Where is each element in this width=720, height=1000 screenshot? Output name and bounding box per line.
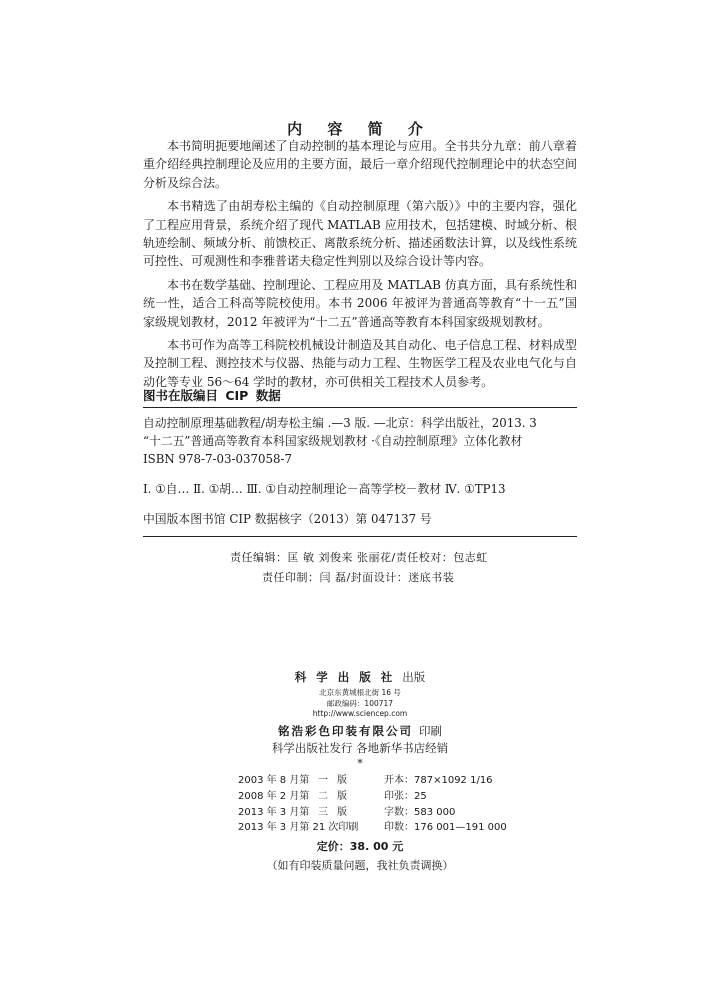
summary-body <box>143 137 577 396</box>
publisher-name-line <box>0 669 720 685</box>
staff-production: 责任印制：闫 磊/封面设计：迷底书装 <box>262 571 455 584</box>
edition-date: 2003 年 8 月第 <box>238 775 310 786</box>
summary-title: 内 容 简 介 <box>287 120 433 138</box>
summary-paragraph: 本书在数学基础、控制理论、工程应用及 MATLAB 仿真方面，具有系统性和统一性，适合工科高等院校使用。本书 2006 年被评为普通高等教育“十一五”国家级规划教材，2012 年被评为“十二五”普通高等教育本科国家级规划教材。 <box>143 277 577 329</box>
distribution-line: 科学出版社发行 各地新华书店经销 <box>271 741 449 755</box>
cip-bottom-rule <box>143 536 577 537</box>
edition-spec: 开本：787×1092 1/16 <box>384 775 493 786</box>
edition-spec: 字数：583 000 <box>384 806 456 818</box>
summary-paragraph: 本书可作为高等工科院校机械设计制造及其自动化、电子信息工程、材料成型及控制工程、测控技术与仪器、热能与动力工程、生物医学工程及农业电气化与自动化等专业 56～64 学时的教材，亦可供相关工程技术人员参考。 <box>143 338 577 389</box>
summary-paragraph: 本书精选了由胡寿松主编的《自动控制原理（第六版）》中的主要内容，强化了工程应用背景，系统介绍了现代 MATLAB 应用技术，包括建模、时域分析、根轨迹绘制、频域分析、前馈校正、离散系统分析、描述函数法计算，以及线性系统可控性、可观测性和李雅普诺夫稳定性判别以及综合设计等内容。 <box>143 199 577 269</box>
publisher-postcode: 邮政编码：100717 <box>326 699 394 708</box>
publisher-name: 科 学 出 版 社 <box>294 670 396 684</box>
cip-line-title: 自动控制原理基础教程/胡寿松主编 .—3 版. —北京：科学出版社，2013. 3 <box>143 416 537 430</box>
summary-paragraph: 本书简明扼要地阐述了自动控制的基本理论与应用。全书共分九章：前八章着重介绍经典控制理论及应用的主要方面，最后一章介绍现代控制理论中的状态空间分析及综合法。 <box>143 139 577 190</box>
edition-ordinal: 三版 <box>318 806 356 818</box>
edition-ordinal: 二版 <box>318 790 356 802</box>
cip-heading: 图书在版编目 CIP 数据 <box>143 388 281 403</box>
staff-editors: 责任编辑：匡 敏 刘俊来 张丽花/责任校对：包志虹 <box>230 551 488 564</box>
printer-name: 铭浩彩色印装有限公司 <box>277 724 413 738</box>
publisher-address: 北京东黄城根北街 16 号 <box>319 688 401 697</box>
cip-line-series: “十二五”普通高等教育本科国家级规划教材 ·《自动控制原理》立体化教材 <box>143 434 523 448</box>
edition-date: 2013 年 3 月第 21 次印刷 <box>238 822 359 834</box>
quality-notice: （如有印装质量问题，我社负责调换） <box>266 859 454 872</box>
cip-classification: Ⅰ. ①自… Ⅱ. ①胡… Ⅲ. ①自动控制理论－高等学校－教材 Ⅳ. ①TP13 <box>143 482 506 496</box>
edition-spec: 印数：176 001—191 000 <box>384 822 507 834</box>
cip-block <box>143 414 577 528</box>
separator-star: * <box>357 757 363 770</box>
edition-spec: 印张：25 <box>384 790 427 802</box>
cip-record-number: 中国版本图书馆 CIP 数据核字（2013）第 047137 号 <box>143 512 432 526</box>
edition-date: 2013 年 3 月第 <box>238 806 310 818</box>
publisher-website: http://www.sciencep.com <box>312 709 408 718</box>
edition-date: 2008 年 2 月第 <box>238 790 310 802</box>
printer-line <box>0 723 720 739</box>
cip-line-isbn: ISBN 978-7-03-037058-7 <box>143 452 292 466</box>
edition-ordinal: 一版 <box>318 775 356 786</box>
publisher-role: 出版 <box>402 670 426 684</box>
printer-role: 印刷 <box>419 724 442 738</box>
cip-top-rule <box>143 407 577 408</box>
price: 定价：38. 00 元 <box>316 840 404 853</box>
